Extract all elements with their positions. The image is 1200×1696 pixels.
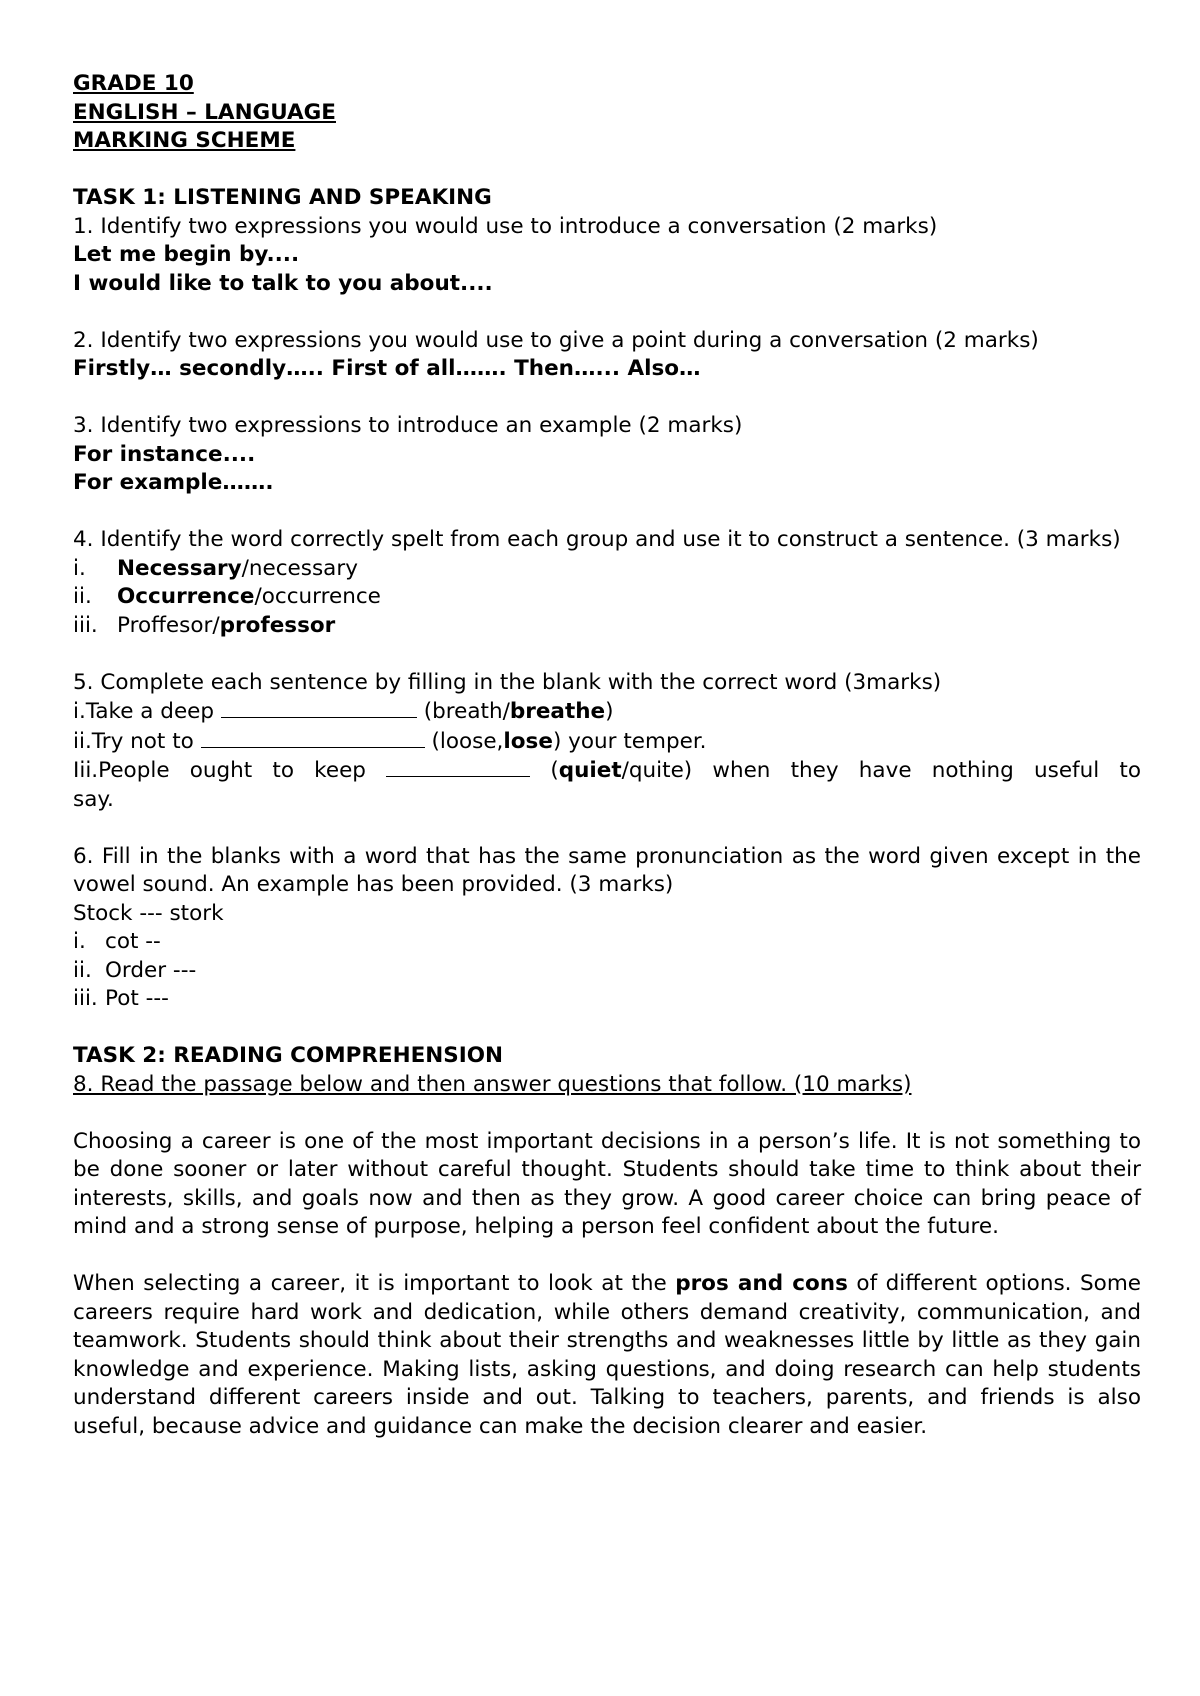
answer-blank <box>386 756 530 777</box>
spacer <box>73 384 1141 413</box>
q6-item-number: ii. <box>73 957 92 983</box>
q6-example: Stock --- stork <box>73 900 224 926</box>
document-page <box>73 70 1141 1441</box>
spacer <box>73 156 1141 185</box>
task2-instruction: 8. Read the passage below and then answer questions that follow. (10 marks) <box>73 1071 912 1097</box>
q1-answer-1: Let me begin by.... <box>73 242 300 267</box>
q5-option-text: ( <box>530 758 559 783</box>
q4-item <box>73 612 1141 641</box>
q3-answer-1: For instance.... <box>73 441 256 467</box>
q6-item-text: Pot --- <box>105 986 169 1011</box>
q4-correct-word: Occurrence <box>117 584 255 609</box>
q6-item-number: i. <box>73 929 86 954</box>
q2-question: 2. Identify two expressions you would use to give a point during a conversation (2 marks) <box>73 327 1039 353</box>
q4-wrong-word: Proffesor/ <box>117 612 220 638</box>
q4-correct-word: Necessary <box>117 555 242 581</box>
q5-sentence-text: ii.Try not to <box>73 728 201 754</box>
q4-item-number: i. <box>73 555 86 581</box>
q5-option-text: /quite) when they have nothing useful to <box>621 758 1141 783</box>
spacer <box>73 1242 1141 1271</box>
q5-option-text: (loose, <box>424 728 504 754</box>
spacer <box>73 1014 1141 1043</box>
q1-question: 1. Identify two expressions you would use to introduce a conversation (2 marks) <box>73 213 938 239</box>
spacer <box>73 814 1141 843</box>
highlighted-phrase: pros and cons <box>675 1271 848 1296</box>
q5-correct-option: quiet <box>558 758 622 783</box>
q4-wrong-word: /occurrence <box>254 584 381 609</box>
q6-question: 6. Fill in the blanks with a word that has the same pronunciation as the word given except in the vowel sound. An example has been provided. (3 marks) <box>73 843 1141 897</box>
q5-option-text: ) <box>605 699 614 724</box>
spacer <box>73 298 1141 327</box>
task1-title: TASK 1: LISTENING AND SPEAKING <box>73 185 492 210</box>
paragraph-text: of different options. Some careers require hard work and dedication, while others demand creativity, communication, and teamwork. Students should think about their strengths and weaknesses little by little as they gain knowledge and experience. Making lists, asking questions, and doing research can help students understand different careers inside and out. Talking to teachers, parents, and friends is also useful, because advice and guidance can make the decision clearer and easier. <box>73 1271 1141 1439</box>
q5-sentence-2 <box>73 727 1141 757</box>
answer-blank <box>201 727 425 748</box>
q6-item <box>73 985 1141 1014</box>
grade-heading: GRADE 10 <box>73 71 194 96</box>
q6-item-text: cot -- <box>105 929 161 954</box>
q4-item <box>73 583 1141 612</box>
marking-scheme-heading: MARKING SCHEME <box>73 128 296 153</box>
q4-item-text <box>117 583 381 612</box>
q6-item <box>73 957 1141 986</box>
q4-item-number: ii. <box>73 584 92 609</box>
q5-sentence-text: Iii.People ought to keep <box>73 758 387 783</box>
passage-paragraph-2 <box>73 1270 1141 1441</box>
q4-item-number: iii. <box>73 612 98 638</box>
q2-answer: Firstly… secondly….. First of all……. Then…... Also… <box>73 356 701 381</box>
q5-question: 5. Complete each sentence by filling in the blank with the correct word (3marks) <box>73 669 942 695</box>
q6-item <box>73 928 1141 957</box>
q4-correct-word: professor <box>219 612 336 638</box>
q5-option-text: (breath/ <box>416 699 510 724</box>
answer-blank <box>221 697 417 718</box>
q1-answer-2: I would like to talk to you about.... <box>73 270 493 296</box>
q5-correct-option: lose <box>503 728 553 754</box>
q5-sentence-text: i.Take a deep <box>73 699 221 724</box>
q5-sentence-3-continued: say. <box>73 786 114 812</box>
q5-option-text: ) your temper. <box>552 728 707 754</box>
q4-item-text <box>117 612 335 641</box>
paragraph-text: When selecting a career, it is important to look at the <box>73 1271 676 1296</box>
q4-wrong-word: /necessary <box>241 555 358 581</box>
q4-item-text <box>117 555 358 584</box>
q5-correct-option: breathe <box>509 699 606 724</box>
q5-sentence-3 <box>73 756 1141 786</box>
q4-item <box>73 555 1141 584</box>
passage-paragraph-1: Choosing a career is one of the most important decisions in a person’s life. It is not something to be done sooner or later without careful thought. Students should take time to think about their interests, skills, and goals now and then as they grow. A good career choice can bring peace of mind and a strong sense of purpose, helping a person feel confident about the future. <box>73 1128 1141 1239</box>
task2-title: TASK 2: READING COMPREHENSION <box>73 1043 504 1068</box>
spacer <box>73 1099 1141 1128</box>
spacer <box>73 498 1141 527</box>
q6-item-number: iii. <box>73 986 98 1011</box>
subject-heading: ENGLISH – LANGUAGE <box>73 99 336 125</box>
q3-question: 3. Identify two expressions to introduce an example (2 marks) <box>73 413 743 438</box>
q3-answer-2: For example……. <box>73 470 274 495</box>
spacer <box>73 640 1141 669</box>
q5-sentence-1 <box>73 697 1141 727</box>
q6-item-text: Order --- <box>105 957 197 983</box>
q4-question: 4. Identify the word correctly spelt from each group and use it to construct a sentence. (3 marks) <box>73 527 1121 552</box>
